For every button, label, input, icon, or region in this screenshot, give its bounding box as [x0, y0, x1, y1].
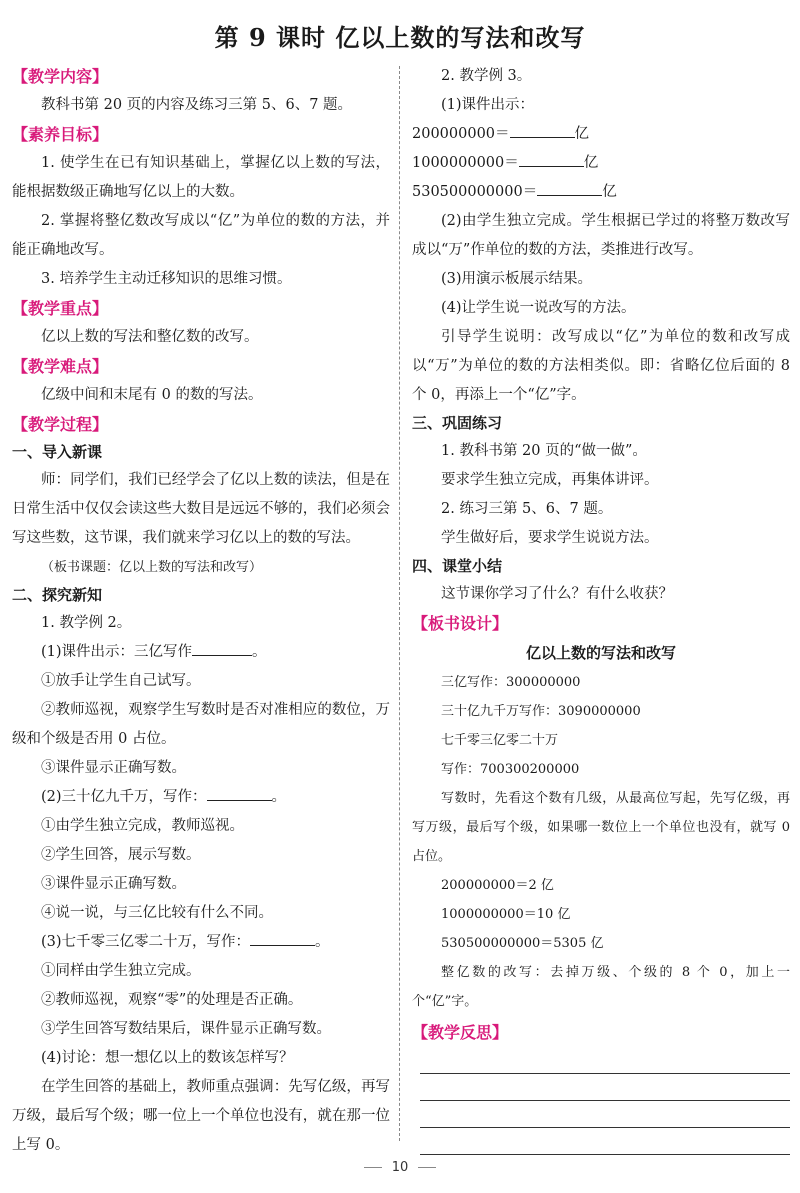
paragraph: ③课件显示正确写数。	[41, 876, 186, 892]
paragraph	[12, 928, 390, 957]
paragraph: ②教师巡视，观察学生写数时是否对准相应的数位，万级和个级是否用 0 占位。	[12, 702, 390, 747]
paragraph: 要求学生独立完成，再集体讲评。	[441, 472, 659, 488]
paragraph: 学生做好后，要求学生说说方法。	[441, 530, 659, 546]
board-line: 530500000000＝5305 亿	[441, 936, 604, 951]
board-line: 整亿数的改写：去掉万级、个级的 8 个 0，加上一个“亿”字。	[412, 965, 790, 1009]
goal-item: 2. 掌握将整亿数改写成以“亿”为单位的数的方法，并能正确地改写。	[12, 213, 390, 258]
goal-item: 1. 使学生在已有知识基础上，掌握亿以上数的写法，能根据数级正确地写亿以上的大数。	[12, 155, 390, 200]
page-title: 第 9 课时 亿以上数的写法和改写	[214, 23, 586, 52]
paragraph: 这节课你学习了什么？有什么收获？	[441, 586, 673, 602]
paragraph: ②教师巡视，观察“零”的处理是否正确。	[41, 992, 303, 1008]
paragraph: 在学生回答的基础上，教师重点强调：先写亿级，再写万级，最后写个级；哪一位上一个单位也没有，就在那一位上写 0。	[12, 1079, 390, 1153]
board-line: 写作：700300200000	[441, 762, 580, 777]
goal-item: 3. 培养学生主动迁移知识的思维习惯。	[41, 271, 292, 287]
punct: 。	[252, 644, 267, 660]
board-line: 写数时，先看这个数有几级，从最高位写起，先写亿级，再写万级，最后写个级，如果哪一数位上一个单位也没有，就写 0 占位。	[412, 791, 790, 864]
paragraph: (4)讨论：想一想亿以上的数该怎样写？	[41, 1050, 294, 1066]
board-title: 亿以上数的写法和改写	[525, 644, 676, 662]
unit-label: 亿	[583, 155, 599, 171]
paragraph	[12, 783, 390, 812]
punct: 。	[315, 934, 330, 950]
paragraph	[12, 638, 390, 667]
subheading-intro: 一、导入新课	[12, 443, 103, 461]
equation-line	[412, 120, 790, 149]
subheading-explore: 二、探究新知	[12, 586, 103, 604]
section-reflection: 【教学反思】	[412, 1023, 509, 1042]
section-difficulties: 【教学难点】	[12, 357, 109, 376]
unit-label: 亿	[574, 126, 590, 142]
paragraph: ②学生回答，展示写数。	[41, 847, 201, 863]
section-board-design: 【板书设计】	[412, 614, 509, 633]
paragraph: 亿级中间和末尾有 0 的数的写法。	[41, 387, 263, 403]
subheading-practice: 三、巩固练习	[412, 414, 503, 432]
paragraph: 2. 练习三第 5、6、7 题。	[441, 501, 613, 517]
paragraph: ④说一说，与三亿比较有什么不同。	[41, 905, 273, 921]
paragraph: ①由学生独立完成，教师巡视。	[41, 818, 244, 834]
page-footer	[0, 1160, 800, 1175]
page-number: 10	[391, 1160, 409, 1175]
paragraph: 1. 教科书第 20 页的“做一做”。	[441, 443, 647, 459]
writing-line	[420, 1128, 790, 1155]
writing-line	[420, 1074, 790, 1101]
paragraph: 2. 教学例 3。	[441, 68, 532, 84]
prompt-text: (2)三十亿九千万，写作：	[41, 789, 207, 805]
paragraph: ③学生回答写数结果后，课件显示正确写数。	[41, 1021, 331, 1037]
board-line: 七千零三亿零二十万	[441, 733, 559, 748]
paragraph: 亿以上数的写法和整亿数的改写。	[41, 329, 259, 345]
answer-blank	[207, 788, 272, 801]
left-column	[12, 62, 390, 1160]
column-divider	[399, 66, 400, 1141]
paragraph: 师：同学们，我们已经学会了亿以上数的读法，但是在日常生活中仅仅会读这些大数目是远远不够的，我们必须会写这些数，这节课，我们就来学习亿以上的数的写法。	[12, 472, 390, 546]
paragraph: (2)由学生独立完成。学生根据已学过的将整万数改写成以“万”作单位的数的方法，类推进行改写。	[412, 213, 790, 258]
paragraph: (4)让学生说一说改写的方法。	[441, 300, 636, 316]
answer-blank	[537, 183, 602, 196]
subheading-summary: 四、课堂小结	[412, 557, 503, 575]
equation-line	[412, 178, 790, 207]
answer-blank	[192, 643, 252, 656]
paragraph: (3)用演示板展示结果。	[441, 271, 593, 287]
section-goals: 【素养目标】	[12, 125, 109, 144]
prompt-text: (1)课件出示：三亿写作	[41, 644, 193, 660]
unit-label: 亿	[602, 184, 617, 200]
paragraph: (1)课件出示：	[441, 97, 535, 113]
answer-blank	[510, 125, 575, 138]
paragraph: ①放手让学生自己试写。	[41, 673, 201, 689]
footer-dash	[364, 1167, 382, 1168]
footer-dash	[418, 1167, 436, 1168]
writing-line	[420, 1101, 790, 1128]
equation-line	[412, 149, 790, 178]
paragraph: 1. 教学例 2。	[41, 615, 132, 631]
prompt-text: (3)七千零三亿零二十万，写作：	[41, 934, 251, 950]
answer-blank	[519, 154, 584, 167]
section-key-points: 【教学重点】	[12, 299, 109, 318]
board-line: 200000000＝2 亿	[441, 878, 554, 893]
punct: 。	[271, 789, 287, 805]
equation-text: 200000000＝	[412, 126, 510, 142]
board-line: 1000000000＝10 亿	[441, 907, 571, 922]
board-line: 三亿写作：300000000	[441, 675, 581, 690]
equation-text: 530500000000＝	[412, 184, 538, 200]
right-column	[412, 62, 790, 1155]
board-line: 三十亿九千万写作：3090000000	[441, 704, 641, 719]
writing-line	[420, 1047, 790, 1074]
equation-text: 1000000000＝	[412, 155, 519, 171]
paragraph: ①同样由学生独立完成。	[41, 963, 201, 979]
paragraph: ③课件显示正确写数。	[41, 760, 186, 776]
board-note: （板书课题：亿以上数的写法和改写）	[41, 560, 263, 575]
section-process: 【教学过程】	[12, 415, 109, 434]
paragraph: 教科书第 20 页的内容及练习三第 5、6、7 题。	[41, 97, 353, 113]
section-teaching-content: 【教学内容】	[12, 67, 109, 86]
paragraph: 引导学生说明：改写成以“亿”为单位的数和改写成以“万”为单位的数的方法相类似。即：省略亿位后面的 8 个 0，再添上一个“亿”字。	[412, 329, 790, 403]
answer-blank	[250, 933, 315, 946]
